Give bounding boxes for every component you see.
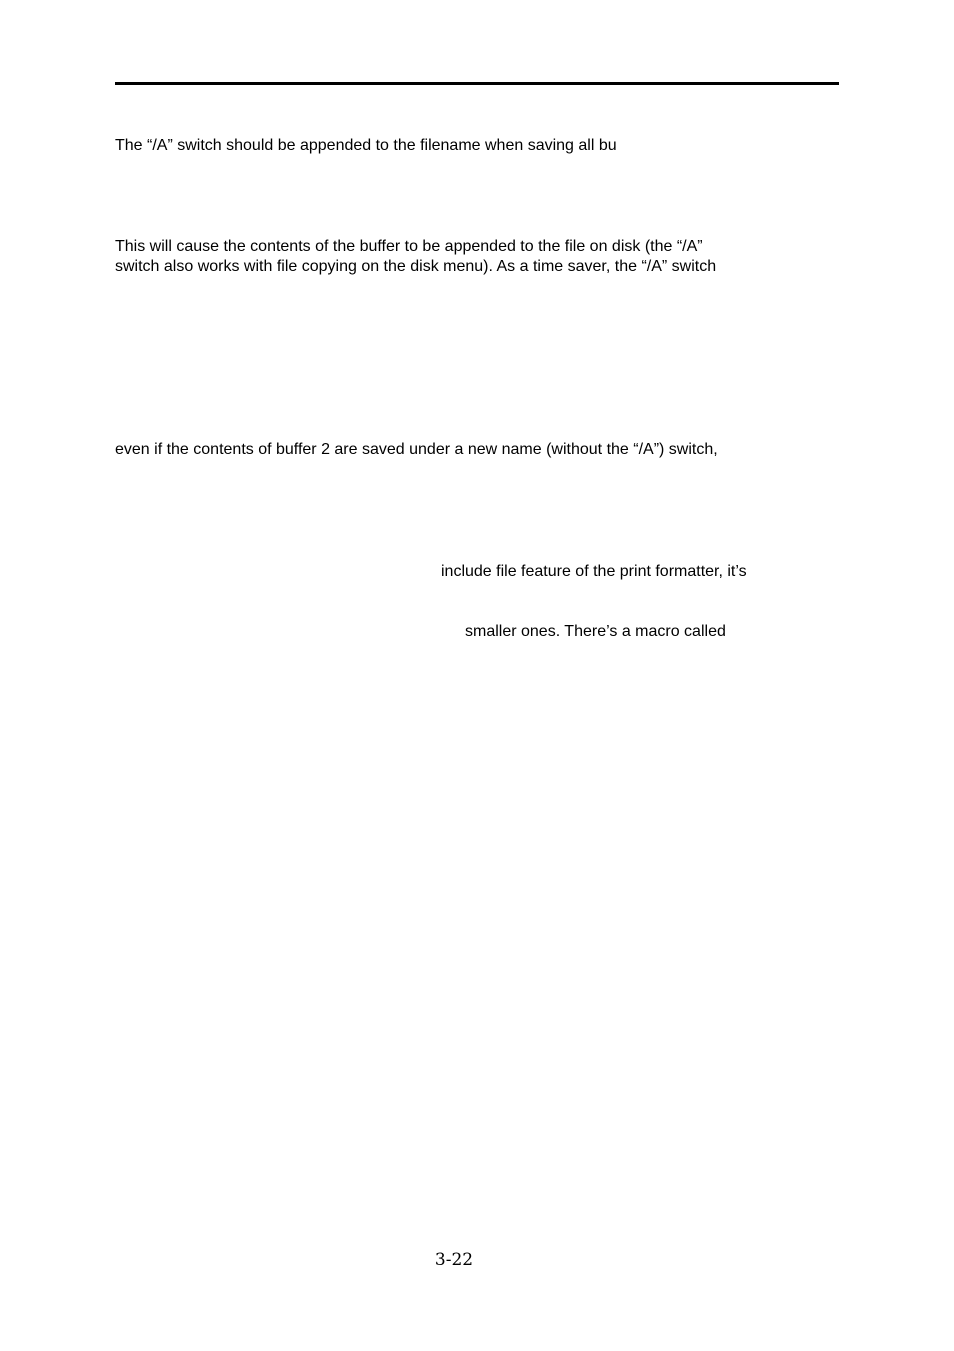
text-line-4: even if the contents of buffer 2 are saved under a new name (without the “/A”) switch, <box>115 441 718 458</box>
page-number: 3-22 <box>434 1250 474 1270</box>
text-line-2: This will cause the contents of the buffer to be appended to the file on disk (the “/A” <box>115 238 703 255</box>
header-rule <box>115 82 839 85</box>
text-line-1: The “/A” switch should be appended to the filename when saving all bu <box>115 137 617 154</box>
text-line-5: include file feature of the print formatter, it’s <box>441 563 747 580</box>
text-line-6: smaller ones. There’s a macro called <box>465 623 726 640</box>
text-line-3: switch also works with file copying on the disk menu). As a time saver, the “/A” switch <box>115 258 717 275</box>
